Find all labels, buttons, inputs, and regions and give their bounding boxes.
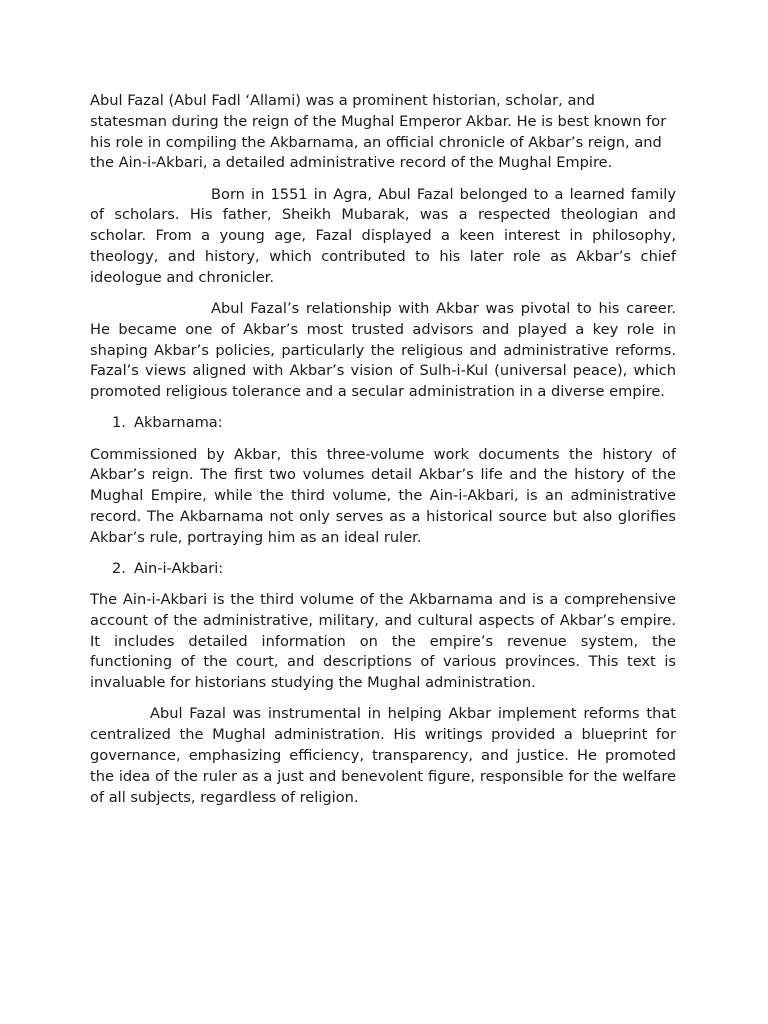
list-title: Ain-i-Akbari: (134, 559, 224, 577)
ain-i-akbari-paragraph: The Ain-i-Akbari is the third volume of the Akbarnama and is a comprehensive account of the administrative, military, and cultural aspects of Akbar’s empire. It includes detailed information on the empire’s revenue system, the functioning of the court, and descriptions of various provinces. This text is invaluable for historians studying the Mughal administration. (90, 591, 676, 692)
list-number: 1. (112, 414, 126, 432)
list-title: Akbarnama: (134, 414, 223, 432)
list-item-akbarnama (90, 413, 676, 434)
list-number: 2. (112, 559, 126, 577)
list-item-ain-i-akbari (90, 559, 676, 580)
relationship-paragraph: Abul Fazal’s relationship with Akbar was pivotal to his career. He became one of Akbar’s most trusted advisors and played a key role in shaping Akbar’s policies, particularly the religious and administrative reforms. Fazal’s views aligned with Akbar’s vision of Sulh-i-Kul (universal peace), which promoted religious tolerance and a secular administration in a diverse empire. (90, 299, 676, 401)
akbarnama-paragraph: Commissioned by Akbar, this three-volume work documents the history of Akbar’s reign. The first two volumes detail Akbar’s life and the history of the Mughal Empire, while the third volume, the Ain-i-Akbari, is an administrative record. The Akbarnama not only serves as a historical source but also glorifies Akbar’s rule, portraying him as an ideal ruler. (90, 445, 676, 546)
document-page (90, 91, 676, 819)
early-life-paragraph: Born in 1551 in Agra, Abul Fazal belonged to a learned family of scholars. His father, Sheikh Mubarak, was a respected theologian and scholar. From a young age, Fazal displayed a keen interest in philosophy, theology, and history, which contributed to his later role as Akbar’s chief ideologue and chronicler. (90, 185, 676, 286)
intro-paragraph: Abul Fazal (Abul Fadl ‘Allami) was a prominent historian, scholar, and statesman during the reign of the Mughal Emperor Akbar. He is best known for his role in compiling the Akbarnama, an official chronicle of Akbar’s reign, and the Ain-i-Akbari, a detailed administrative record of the Mughal Empire. (90, 92, 667, 172)
reforms-paragraph: Abul Fazal was instrumental in helping Akbar implement reforms that centralized the Mughal administration. His writings provided a blueprint for governance, emphasizing efficiency, transparency, and justice. He promoted the idea of the ruler as a just and benevolent figure, responsible for the welfare of all subjects, regardless of religion. (90, 705, 676, 806)
